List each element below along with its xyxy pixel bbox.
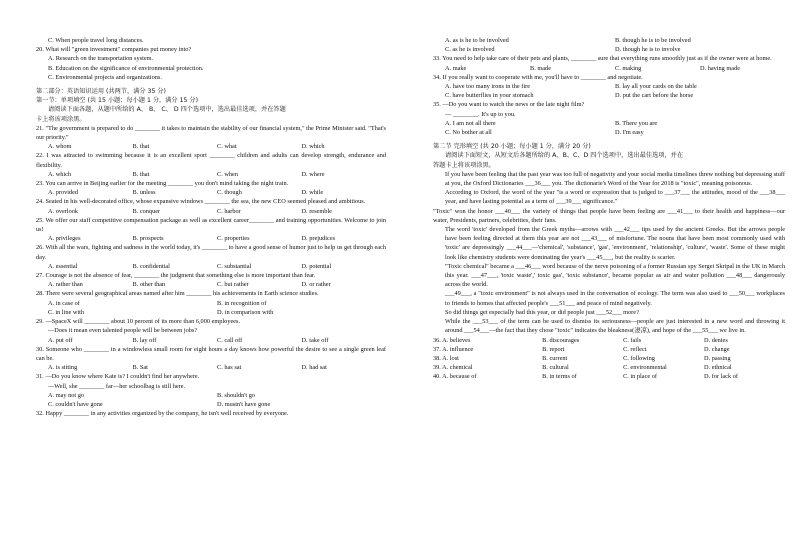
question-stem: 25. We offer our staff competitive compensation package as well as excellent career________ and training opportunities. Welcome to join us!	[36, 216, 386, 234]
option-row	[36, 280, 386, 289]
option: B. that	[132, 170, 150, 178]
question-stem: 26. With all the wars, fighting and sadness in the world today, it's ________ to have a good sense of humor just to help us get through each day.	[36, 244, 386, 261]
option: C. has sat	[217, 364, 242, 372]
option: C. couldn't have gone	[48, 400, 103, 408]
option: A. essential	[48, 262, 78, 270]
question-stem: "Toxic chemical" became a ___46___ word because of the nerve poisoning of a former Russian spy Sergei Skripal in the UK in March this year. ___47___, 'toxic waste',' toxic gas', 'toxic substance', became popular as air and water pollution ___48___ dangerously across the world.	[445, 262, 785, 289]
option: A. is sitting	[48, 364, 78, 372]
option: 39. A. chemical	[433, 364, 473, 372]
option: D. prejudices	[301, 235, 336, 243]
question-stem: If you have been feeling that the past year was too full of negativity and your social media timelines threw nothing but depressing stuff at you, the Oxford Dictionaries ___36___ you. The dictionarie's Word of the Year for 2018 is "toxic", meaning poisonous.	[445, 170, 786, 188]
answer-choice-row	[433, 363, 785, 372]
text-line: B. Education on the significance of environmental protection.	[48, 64, 204, 72]
option: A. as is he to be involved	[445, 37, 509, 44]
option-row	[36, 308, 386, 317]
option-row	[36, 363, 386, 372]
option: C. in place of	[623, 373, 657, 381]
section-heading: 答题卡上将该项涂黑。	[433, 161, 495, 169]
option: B. other than	[132, 281, 166, 289]
option: D. I'm easy	[615, 129, 644, 137]
question-stem: 28. There were several geographical areas named after him ________ his achievements in Earth science studies.	[36, 290, 319, 298]
option: A. which	[48, 170, 72, 178]
option: A. have too many irons in the fire	[445, 83, 530, 91]
option: D. which	[301, 143, 325, 151]
question-stem: The word 'toxic' developed from the Greek myths—arrows with ___42___ tips used by the ancient Greeks. But the arrows people have been feeling directed at them this year are not ___43___ of misfortune. The nouns that have been most commonly used with 'toxic' are depressingly ___44___—'chemical', 'substance', 'gas', 'environment', 'relationship', 'culture', 'waste'. Some of these might look like chemistry students were dominating the year's ___45___, but the reality is scarier.	[445, 226, 785, 261]
option-row	[36, 188, 386, 197]
option: B. that	[132, 143, 150, 151]
option: D. had sat	[301, 364, 327, 372]
option: C. but rather	[217, 281, 249, 289]
option-row	[36, 234, 386, 243]
section-heading: 请阅读下面各题，从题中所给的 A、 B、 C、 D 四个选项中，选出最佳选项，并在答题	[48, 106, 286, 114]
answer-choice-row	[433, 372, 785, 381]
option: 40. A. because of	[433, 373, 477, 381]
option: C. what	[217, 143, 237, 151]
option: D. having made	[700, 64, 741, 72]
question-stem: While the ___53___ of the term can be used to dismiss its seriousness—people are just interested in a new word and throwing it around ___54___—the fact that they chose "toxic" indicates the bleakness(凄凉), and hope of the ___55___ we live in.	[445, 318, 785, 335]
option: B. current	[542, 354, 568, 362]
option: C. when	[217, 170, 238, 178]
question-stem: 30. Someone who ________ in a windowless small room for eight hours a day knows how powerful the desire to see a single green leaf can be.	[36, 345, 386, 362]
option: C. fails	[623, 336, 642, 344]
option: A. whom	[48, 143, 72, 151]
option: D. take off	[301, 336, 329, 344]
option: D. change	[704, 345, 730, 353]
text-line: C. Environmental projects and organizations.	[48, 73, 162, 81]
right-column	[433, 36, 785, 382]
option: B. report	[542, 345, 565, 353]
option-row	[433, 64, 785, 73]
option: B. conquer	[132, 207, 161, 215]
option: D. potential	[301, 262, 332, 270]
option: C. substantial	[217, 262, 252, 270]
question-stem: 22. I was attracted to swimming because it is an excellent sport ________ children and adults can develop strength, endurance and flexibility.	[36, 152, 386, 169]
section-heading: 第一节：单项填空 (共 15 小题；每小题 1 分，满分 15 分)	[36, 97, 199, 105]
option: D. ethnical	[704, 364, 732, 372]
answer-choice-row	[433, 345, 785, 354]
option: A. may not go	[48, 391, 85, 399]
section-heading: 请阅读下面短文，从短文后各题所给的 A、B、C、D 四个选项中，选出最佳选项，并在	[445, 152, 684, 160]
option-row	[36, 170, 386, 179]
option: C. environmental	[623, 364, 667, 372]
option: D. in comparison with	[217, 308, 274, 316]
option: B. lay off	[132, 336, 157, 344]
text-line: 29. —SpaceX will ________ about 10 percent of its more than 6,000 employees.	[36, 318, 241, 326]
option: D. mustn't have gone	[217, 400, 271, 408]
option: C. harbor	[217, 207, 241, 215]
answer-choice-row	[433, 354, 785, 363]
text-line: So did things get especially bad this year, or did people just ___52___ more?	[445, 308, 639, 316]
option: C. reflect	[623, 345, 647, 353]
option: C. properties	[217, 235, 250, 243]
text-line: — ________. It's up to you.	[445, 110, 516, 118]
option: B. prospects	[132, 235, 164, 243]
option: B. unless	[132, 189, 156, 197]
option: D. or rather	[301, 281, 331, 289]
option-row	[433, 82, 785, 91]
question-stem: 27. Courage is not the absence of fear, ________ the judgment that something else is more important than fear.	[36, 272, 316, 280]
option-row	[433, 36, 785, 45]
option-row	[36, 299, 386, 308]
option: C. No bother at all	[445, 129, 492, 137]
option: 37. A. influence	[433, 345, 474, 353]
option-row	[433, 91, 785, 100]
text-line: 35. —Do you want to watch the news or the late night film?	[433, 101, 585, 109]
option: A. rather than	[48, 281, 83, 289]
option-row	[433, 119, 785, 128]
option: D. while	[301, 189, 324, 197]
text-line: 31. —Do you know where Kate is? I couldn't find her anywhere.	[36, 373, 200, 381]
option: D. put the cart before the horse	[615, 92, 694, 100]
option: B. confidential	[132, 262, 170, 270]
option: C. call off	[217, 336, 243, 344]
option: B. shouldn't go	[217, 391, 256, 399]
text-line: C. When people travel long distances.	[48, 37, 144, 44]
text-line: 32. Happy ________ in any activities organized by the company, he isn't well received by everyone.	[36, 410, 289, 418]
answer-choice-row	[433, 336, 785, 345]
option: B. though he is to be involved	[615, 37, 691, 44]
option: C. as he is involved	[445, 46, 495, 54]
option-row	[36, 391, 386, 400]
text-line: 20. What will "green investment" companies put money into?	[36, 46, 192, 54]
option: D. where	[301, 170, 325, 178]
option: C. though	[217, 189, 242, 197]
question-stem: ___49___, a "toxic environment" is not always used in the conversation of ecology. The term was also used to ___50___ workplaces to friends to homes that affected people's ___51___ and peace of mind negatively.	[445, 290, 785, 307]
option: D. for lack of	[704, 373, 738, 381]
option-row	[36, 207, 386, 216]
option: A. provided	[48, 189, 79, 197]
text-line: 23. You can arrive in Beijing earlier for the meeting ________ you don't mind taking the night train.	[36, 180, 289, 188]
option: C. making	[615, 64, 642, 72]
section-heading: 第二部分：英语知识运用 (共两节，满分 35 分)	[36, 88, 166, 96]
option: B. in terms of	[542, 373, 577, 381]
option-row	[433, 45, 785, 54]
option-row	[36, 142, 386, 151]
section-heading: 卡上将该项涂黑。	[36, 115, 86, 123]
option: 36. A. believes	[433, 336, 471, 344]
option: 38. A. lost	[433, 354, 459, 362]
option-row	[433, 128, 785, 137]
option: D. passing	[704, 354, 731, 362]
option: B. discourages	[542, 336, 580, 344]
option-row	[36, 262, 386, 271]
option: B. cultural	[542, 364, 569, 372]
option: C. have butterflies in your stomach	[445, 92, 534, 100]
option: D. resemble	[301, 207, 332, 215]
option-row	[36, 400, 386, 409]
option: C. in line with	[48, 308, 85, 316]
option: A. put off	[48, 336, 73, 344]
option: B. lay all your cards on the table	[615, 83, 697, 91]
text-line: —Well, she ________ far—her schoolbag is still here.	[48, 382, 186, 390]
text-line: A. Research on the transportation system.	[48, 55, 154, 63]
option: A. privileges	[48, 235, 81, 243]
option: D. denies	[704, 336, 728, 344]
option: B. Sat	[132, 364, 148, 372]
option: A. in case of	[48, 299, 80, 307]
question-stem: 24. Seated in his well-decorated office, whose expansive windows ________ the sea, the new CEO seemed pleased and ambitious.	[36, 198, 366, 206]
option-row	[36, 336, 386, 345]
left-column	[36, 36, 386, 418]
option: B. There you are	[615, 119, 658, 127]
option: A. I am not all there	[445, 119, 496, 127]
question-stem: 21. "The government is prepared to do ________ it takes to maintain the stability of our financial system," the Prime Minister said. "That's our priority."	[36, 124, 386, 142]
question-stem: 33. You need to help take care of their pets and plants, ________ sure that everything runs smoothly just as if the owner were at home.	[433, 55, 772, 63]
option: A. make	[445, 64, 467, 72]
section-heading: 第二节 完形填空 (共 20 小题；每小题 1 分，满分 20 分)	[433, 143, 591, 151]
question-stem: According to Oxford, the word of the year "is a word or expression that is judged to ___37___ the attitudes, mood of the ___38___ year, and have lasting potential as a term of ___39___ significance."	[445, 189, 785, 206]
text-line: 34. If you really want to cooperate with me, you'll have to ________ and negotiate.	[433, 73, 643, 81]
option: B. in recognition of	[217, 299, 267, 307]
question-stem: "Toxic" won the honor ___40___ the variety of things that people have been feeling are ___41___ to their health and happiness—our water, Presidents, partners, celebrities, their fans.	[433, 207, 785, 224]
option: D. though he is to involve	[615, 46, 681, 54]
option: A. overlook	[48, 207, 79, 215]
text-line: —Does it mean even talented people will be between jobs?	[48, 327, 198, 335]
option: C. following	[623, 354, 655, 362]
option: B. made	[530, 64, 551, 72]
